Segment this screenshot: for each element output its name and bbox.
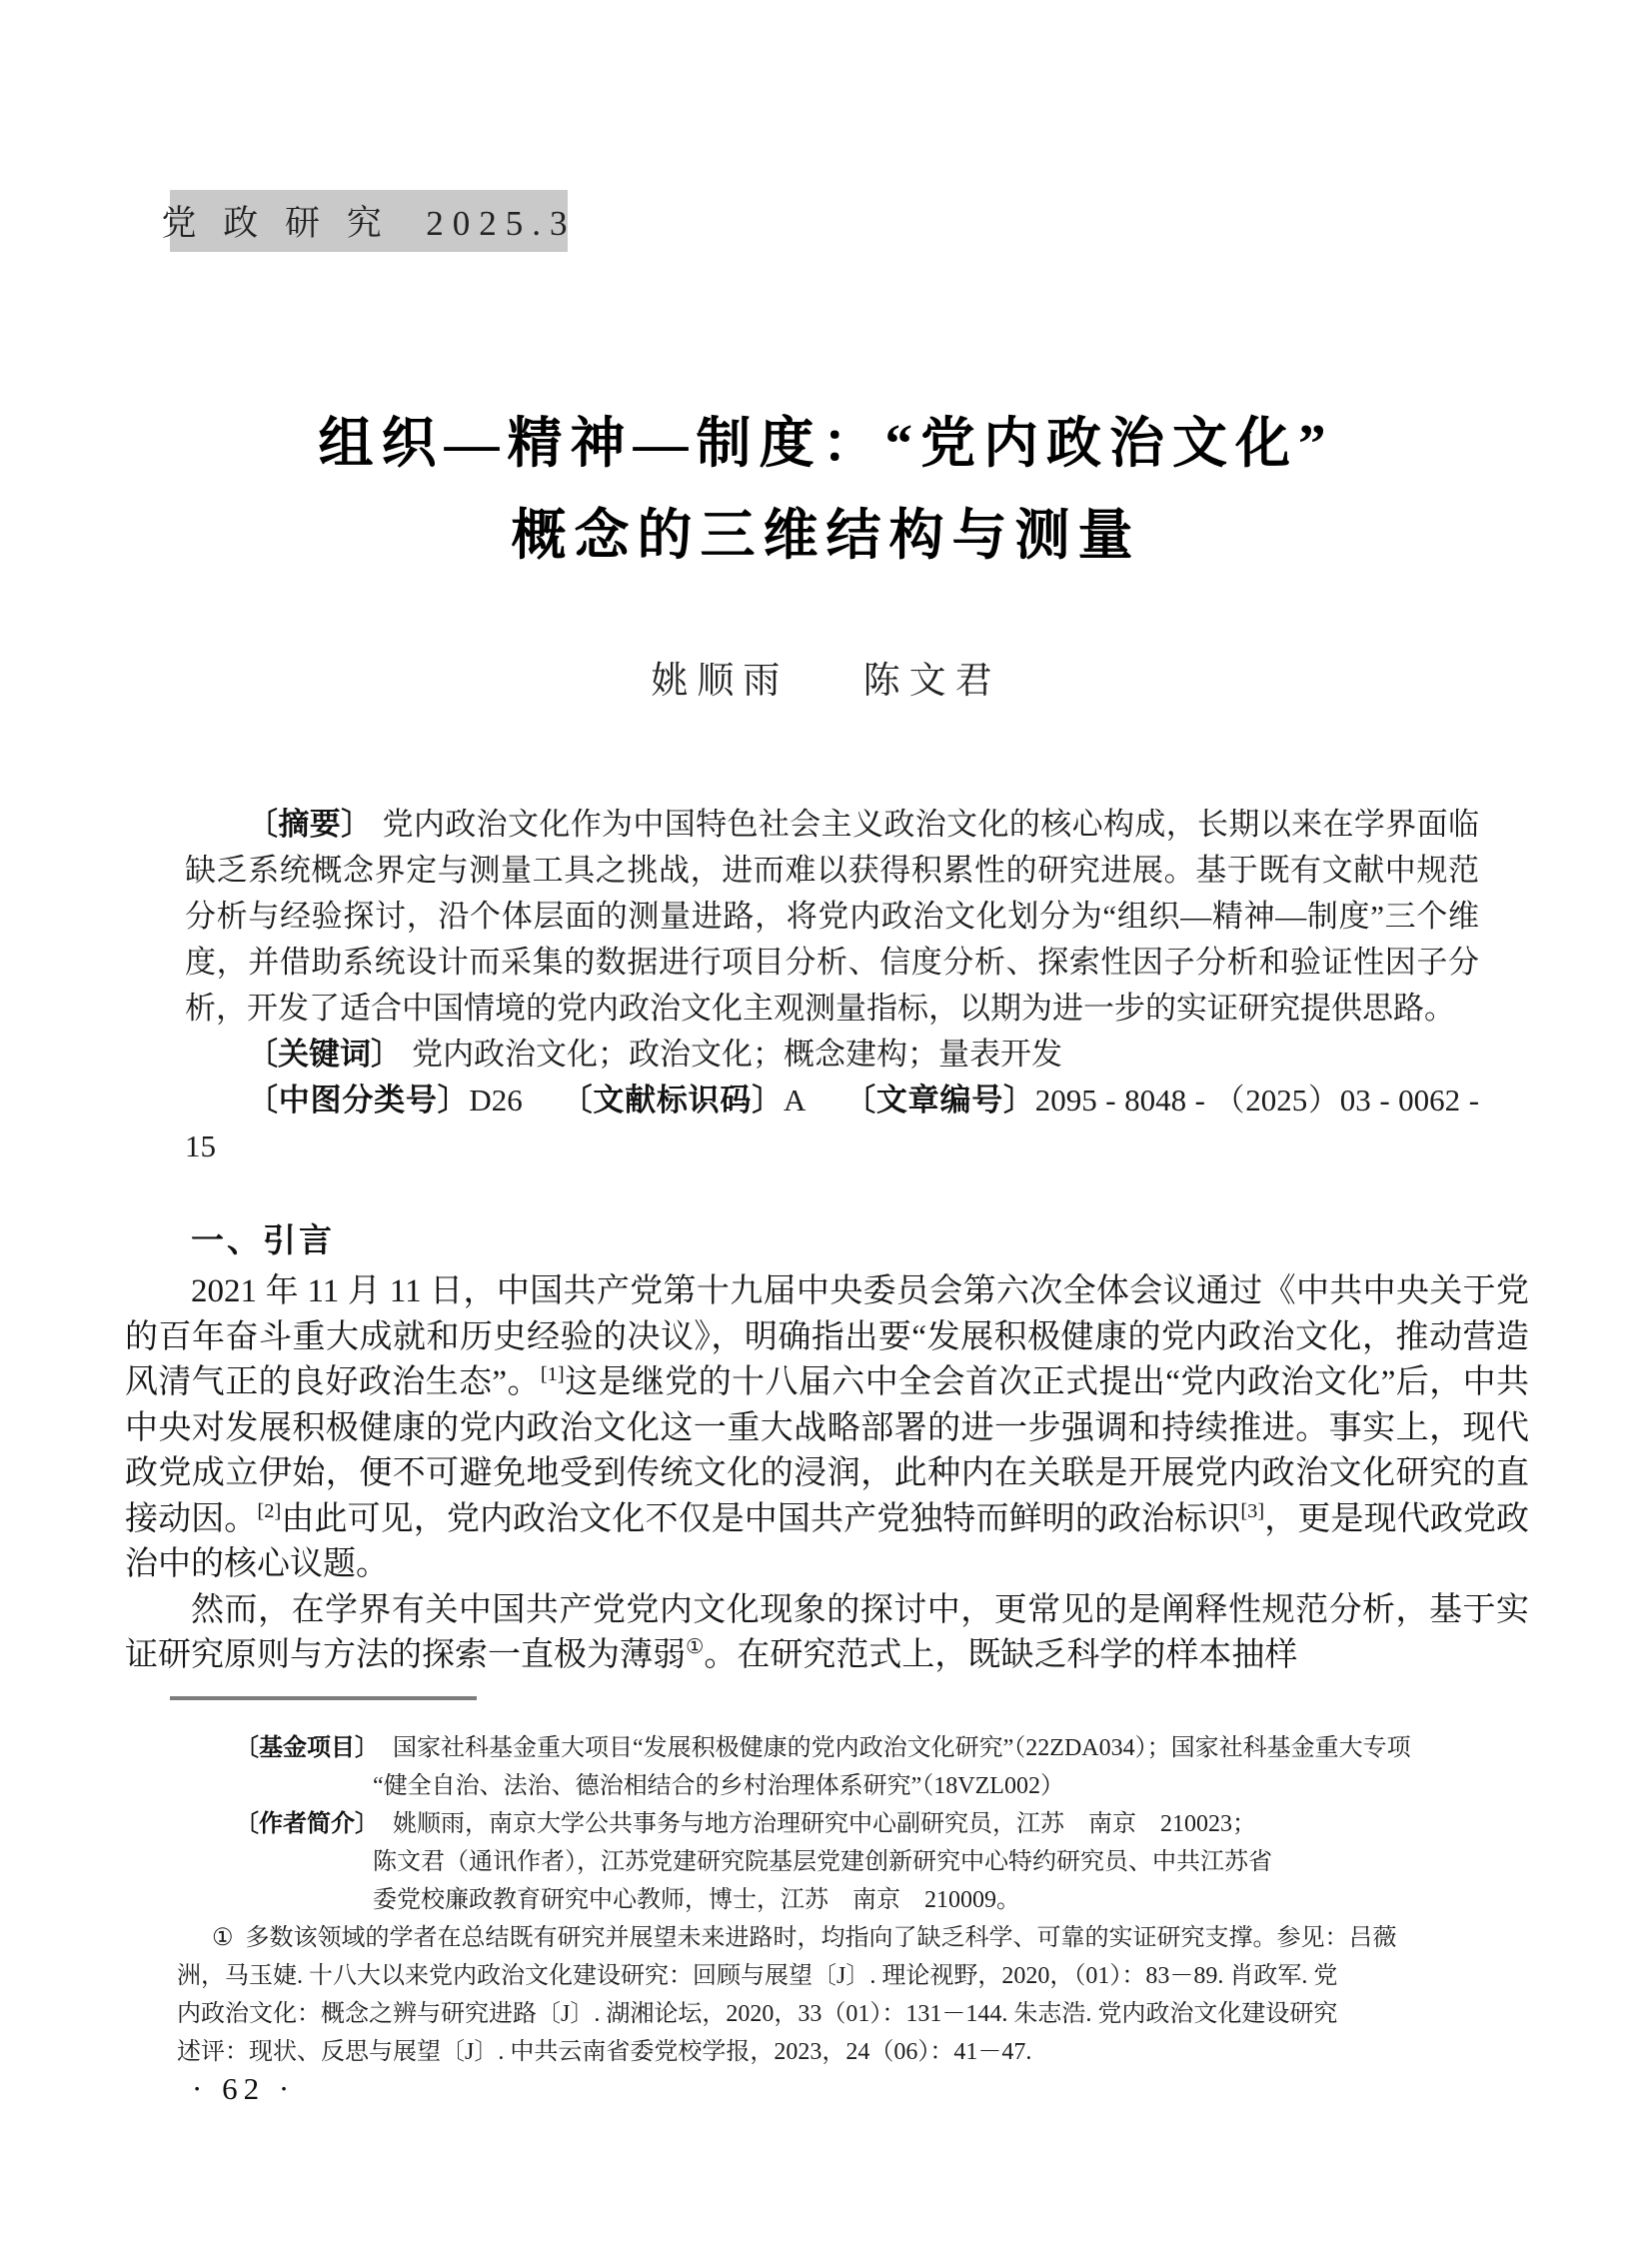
footnote-1-text-1: 多数该领域的学者在总结既有研究并展望未来进路时，均指向了缺乏科学、可靠的实证研究支撑。参见：吕薇: [245, 1925, 1397, 1951]
footnote-1-line-1: [212, 1919, 1529, 1957]
author-bio-line-1: [235, 1805, 1529, 1843]
article-title-line-1: 组织—精神—制度：“党内政治文化”: [318, 413, 1334, 474]
clc-value: D26: [469, 1083, 523, 1118]
body-text: [125, 1269, 1529, 1679]
article-no-label: 〔文章编号〕: [843, 1083, 1035, 1118]
author-bio-text-3: 委党校廉政教育研究中心教师，博士，江苏 南京 210009。: [373, 1887, 1020, 1913]
author-bio-text-2: 陈文君（通讯作者），江苏党建研究院基层党建创新研究中心特约研究员、中共江苏省: [373, 1849, 1272, 1875]
body-paragraph-1: 2021 年 11 月 11 日，中国共产党第十九届中央委员会第六次全体会议通过《中共中央关于党的百年奋斗重大成就和历史经验的决议》，明确指出要“发展积极健康的党内政治文化，推动营造风清气正的良好政治生态”。[1]这是继党的十八届六中全会首次正式提出“党内政治文化”后，中共中央对发展积极健康的党内政治文化这一重大战略部署的进一步强调和持续推进。事实上，现代政党成立伊始，便不可避免地受到传统文化的浸润，此种内在关联是开展党内政治文化研究的直接动因。[2]由此可见，党内政治文化不仅是中国共产党独特而鲜明的政治标识[3]，更是现代政党政治中的核心议题。: [125, 1273, 1530, 1582]
footnote-reference: [2]: [257, 1499, 282, 1522]
abstract-paragraph: [185, 802, 1479, 1032]
page-number: · 62 ·: [192, 2071, 296, 2106]
footnote-1-text-2: 洲，马玉婕. 十八大以来党内政治文化建设研究：回顾与展望〔J〕. 理论视野，2020，（01）：83－89. 肖政军. 党: [177, 1963, 1338, 1989]
author-bio-text-1: 姚顺雨，南京大学公共事务与地方治理研究中心副研究员，江苏 南京 210023；: [393, 1811, 1256, 1837]
doc-code-label: 〔文献标识码〕: [560, 1083, 784, 1118]
section-heading-introduction: 一、引言: [191, 1221, 335, 1258]
article-no-value: 2095 - 8048 - （2025）03 - 0062 - 15: [185, 1083, 1480, 1163]
author-name-2: 陈文君: [862, 661, 1001, 702]
doc-code-value: A: [783, 1083, 807, 1118]
author-byline: [0, 650, 1652, 704]
funding-text-1: 国家社科基金重大项目“发展积极健康的党内政治文化研究”（22ZDA034）；国家社科基金重大专项: [393, 1735, 1411, 1761]
keywords-text: 党内政治文化；政治文化；概念建构；量表开发: [412, 1037, 1062, 1072]
author-bio-note: [125, 1805, 1529, 1919]
abstract-text: 党内政治文化作为中国特色社会主义政治文化的核心构成，长期以来在学界面临缺乏系统概念界定与测量工具之挑战，进而难以获得积累性的研究进展。基于既有文献中规范分析与经验探讨，沿个体层面的测量进路，将党内政治文化划分为“组织—精神—制度”三个维度，并借助系统设计而采集的数据进行项目分析、信度分析、探索性因子分析和验证性因子分析，开发了适合中国情境的党内政治文化主观测量指标，以期为进一步的实证研究提供思路。: [185, 807, 1480, 1026]
abstract-label: 〔摘要〕: [247, 807, 373, 842]
footnotes-block: [125, 1729, 1529, 2071]
clc-label: 〔中图分类号〕: [247, 1083, 470, 1118]
keywords-label: 〔关键词〕: [247, 1037, 402, 1072]
clc-group: [247, 1083, 523, 1118]
classification-paragraph: [185, 1078, 1479, 1169]
footnote-1-text-4: 述评：现状、反思与展望〔J〕. 中共云南省委党校学报，2023，24（06）：41－47.: [177, 2039, 1032, 2065]
doc-code-group: [561, 1083, 807, 1118]
footnote-1-marker: ①: [212, 1925, 234, 1951]
footnote-reference: [1]: [540, 1363, 565, 1385]
article-title-line-2: 概念的三维结构与测量: [511, 505, 1141, 566]
funding-line-1: [235, 1729, 1529, 1767]
footnote-reference: [3]: [1240, 1499, 1265, 1522]
funding-text-2: “健全自治、法治、德治相结合的乡村治理体系研究”（18VZL002）: [373, 1773, 1064, 1799]
footnote-1-text-3: 内政治文化：概念之辨与研究进路〔J〕. 湖湘论坛，2020，33（01）：131－144. 朱志浩. 党内政治文化建设研究: [177, 2001, 1338, 2027]
article-meta-block: [185, 802, 1479, 1169]
footnote-separator-rule: [170, 1696, 477, 1700]
numbered-footnote-1: [125, 1919, 1529, 2071]
article-title: [0, 398, 1652, 582]
footnote-reference: ①: [686, 1636, 705, 1658]
funding-note: [125, 1729, 1529, 1805]
author-name-1: 姚顺雨: [651, 661, 790, 702]
journal-header-badge: 党 政 研 究 2025.3: [170, 190, 568, 252]
keywords-paragraph: [185, 1032, 1479, 1078]
author-bio-label: 〔作者简介〕: [235, 1810, 379, 1837]
funding-label: 〔基金项目〕: [235, 1734, 379, 1761]
body-paragraph-2: 然而，在学界有关中国共产党党内文化现象的探讨中，更常见的是阐释性规范分析，基于实证研究原则与方法的探索一直极为薄弱①。在研究范式上，既缺乏科学的样本抽样: [125, 1591, 1529, 1673]
